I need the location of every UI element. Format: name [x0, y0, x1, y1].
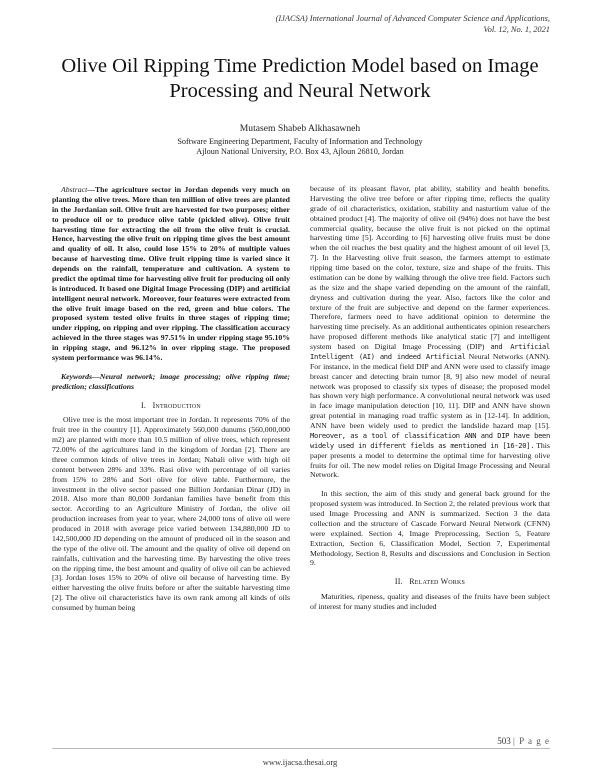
affiliation-university: Ajloun National University, P.O. Box 43, Ajloun 26810, Jordan — [196, 147, 404, 157]
abstract-label: Abstract — [61, 185, 88, 194]
left-column — [52, 185, 290, 613]
section-number: II. — [394, 577, 403, 587]
keywords-text: —Neural network; image processing; olive ripping time; prediction; classifications — [52, 371, 290, 391]
related-works-paragraph-1: Maturities, ripeness, quality and diseases of the fruits have been subject of interest for many studies and included — [310, 592, 550, 611]
page-number-value: 503 — [497, 736, 511, 746]
intro-paragraph-2: In this section, the aim of this study and general back ground for the proposed system was introduced. In Section 2, the related previous work that used Image Processing and ANN is summarized. Section 3 the data collection and the structure of Cascade Forward Neural Network (CFNN) were explained. Section 4, Image Preprocessing, Section 5, Feature Extraction, Section 6, Classification Model, Section 7, Experimental Methodology, Section 8, Results and discussions and Conclusion in Section 9. — [310, 489, 550, 568]
footer-divider — [52, 748, 550, 749]
intro-text-a: because of its pleasant flavor, plat ability, stability and health benefits. Harvesting the olive tree before or after ripping time, reflects the quality grade of oil characteristics, oxidation, stability and nasturtium value of the obtained product [4]. The majority of olive oil (94%) does not have the best commercial quality, because the olive fruit is not picked on the optimal harvesting time [5]. According to [6] harvesting olive fruits must be done when the oil reaches the best quality and the highest amount of oil level [3, 7]. In the Harvesting olive fruit season, the farmers attempt to estimate ripping time based on the color, texture, size and shape of the fruits. This estimation can be done by walking through the olive tree field. Factors such as the size and the shape varied depending on the amount of the rainfall, dryness and cultivation during the year. Also, factors like the color and texture of the fruit are subjective and depend on the farmer experiences. Therefore, farmers need to have additional opinion to determine the harvesting time precisely. As an additional authenticates opinion researchers have proposed different methods like analytical static [7] and intelligent system based on Digital Image Processing (DIP) — [310, 184, 550, 351]
right-column — [310, 184, 550, 612]
section-heading-related-works — [310, 577, 550, 587]
abstract — [52, 185, 290, 363]
page-label: | P a g e — [513, 736, 550, 746]
section-number: I. — [141, 400, 147, 410]
footer-url[interactable]: www.ijacsa.thesai.org — [262, 757, 338, 767]
intro-paragraph-1: Olive tree is the most important tree in Jordan. It represents 70% of the fruit tree in the country [1]. Approximately 560,000 dunums (560,000,000 m2) are planted with more than 10.5 million of olive trees, which represent 72.00% of the agricultures land in the kingdom of Jordan [2]. There are three common kinds of olive trees in Jordan; Nabali olive with high oil content between 28% and 33%. Rasi olive with percentage of oil varies from 15% to 28% and Sori olive for olive table. Furthermore, the investment in the olive sector passed one Billion Jordanian Dinar (JD) in 2018. Also more than 80,000 Jordanian families have benefit from this sector. According to an Agriculture Ministry of Jordan, the olive oil production increases from year to year, where 24,000 tons of olive oil were produced in 2018 with average price varied between 134,880,000 JD to 142,500,000 JD depending on the amount of produced oil in the season and the type of the olive oil. The amount and the quality of olive oil depend on rainfalls, cultivation and the harvesting time. By harvesting the olive trees on the ripping time, the best amount and quality of olive oil can be achieved [3]. Jordan loses 15% to 20% of olive oil because of harvesting time. By either harvesting the olive fruits before or after the suitable harvesting time [2]. The olive oil characteristics have its own rank among all kinds of oils consumed by human being — [52, 415, 290, 612]
intro-text-alt-1: and Artificial Intelligent (AI) and indeed Artificial — [310, 342, 551, 361]
journal-name: (IJACSA) International Journal of Advanced Computer Science and Applications, — [275, 14, 550, 23]
keywords — [52, 372, 290, 392]
author-name: Mutasem Shabeb Alkhasawneh — [239, 123, 361, 134]
keywords-label: Keywords — [61, 371, 92, 381]
section-title: Introduction — [152, 400, 201, 410]
section-heading-introduction — [52, 401, 290, 411]
section-title: Related Works — [409, 577, 466, 587]
journal-volume: Vol. 12, No. 1, 2021 — [483, 24, 550, 34]
affiliation-department: Software Engineering Department, Faculty of Information and Technology — [177, 137, 423, 146]
affiliation — [100, 137, 500, 158]
paper-title: Olive Oil Ripping Time Prediction Model based on Image Processing and Neural Network — [61, 55, 539, 102]
journal-header — [230, 14, 550, 35]
page-number — [497, 736, 550, 746]
intro-text-alt-2: Moreover, as a tool of classification ANN and DIP have been widely used in different fields as mentioned in [16-20]. — [310, 430, 550, 450]
intro-text-c: This paper presents a model to determine the optimal time for harvesting olive fruits for oil. The new model relies on Digital Image Processing and Neural Network. — [310, 440, 550, 480]
intro-text-b: Neural Networks (ANN). For instance, in the medical field DIP and ANN were used to classify image breast cancer and detecting brain tumor [8, 9] also new model of neural network was proposed to classify six types of disease; the proposed model has shown very high performance. A convolutional neural network was used in face image manipulation detection [10, 11]. DIP and ANN have shown great potential in managing road traffic system as in [12-14]. In addition, ANN have been widely used to predict the landslide hazard map [15]. — [310, 351, 550, 430]
intro-paragraph-1-continued — [310, 184, 550, 480]
abstract-text: —The agriculture sector in Jordan depends very much on planting the olive trees. More than ten million of olive trees are planted in the Jordanian soil. Olive fruit are harvested for two purposes; either to produce oil or to produce olive table (pickled olive). Olive fruit harvesting time for extracting the oil from the olive fruit is crucial. Hence, harvesting the olive fruit on ripping time gives the best amount and quality of oil. It also, could lose 15% to 20% of multiple values because of harvesting time. Olive fruit ripping time is varied since it depends on the rainfall, temperature and cultivation. A system to predict the optimal time for harvesting olive fruit for producing oil only is introduced. It based one Digital Image Processing (DIP) and artificial intelligent neural network. Moreover, four features were extracted from the olive fruit image based on the red, green and blue colors. The proposed system tested olive fruits in three stages of ripping time; under ripping, on ripping and over ripping. The classification accuracy achieved in the three stages was 97.51% in under ripping stage 95.10% in ripping stage, and 96.12% in over ripping stage. The proposed system performance was 96.14%. — [52, 185, 290, 362]
